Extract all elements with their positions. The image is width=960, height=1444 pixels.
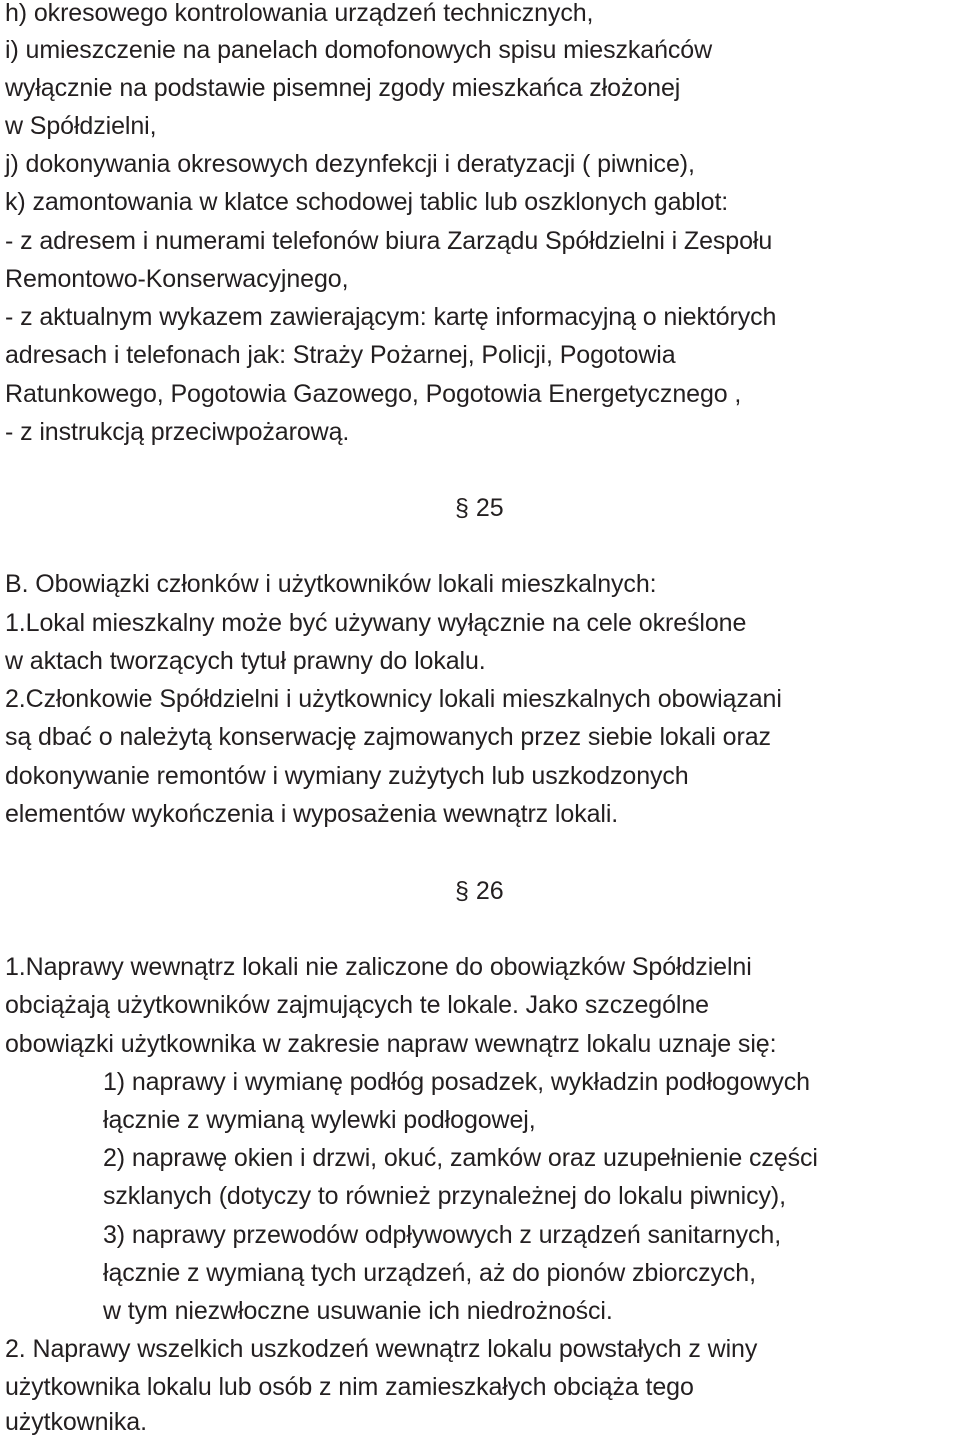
- text-line: 1.Naprawy wewnątrz lokali nie zaliczone do obowiązków Spółdzielni: [5, 953, 752, 981]
- text-line: elementów wykończenia i wyposażenia wewnątrz lokali.: [5, 800, 619, 828]
- section-heading-26: § 26: [455, 877, 504, 905]
- list-item: 1) naprawy i wymianę podłóg posadzek, wykładzin podłogowych: [103, 1068, 810, 1096]
- text-line: j) dokonywania okresowych dezynfekcji i deratyzacji ( piwnice),: [5, 150, 695, 178]
- list-item: 2) naprawę okien i drzwi, okuć, zamków oraz uzupełnienie części: [103, 1144, 818, 1172]
- text-line: w aktach tworzących tytuł prawny do lokalu.: [5, 647, 486, 675]
- text-line: i) umieszczenie na panelach domofonowych spisu mieszkańców: [5, 36, 713, 64]
- text-line: są dbać o należytą konserwację zajmowanych przez siebie lokali oraz: [5, 723, 771, 751]
- text-line: h) okresowego kontrolowania urządzeń technicznych,: [5, 0, 594, 27]
- text-line: 2. Naprawy wszelkich uszkodzeń wewnątrz lokalu powstałych z winy: [5, 1335, 758, 1363]
- text-line: Ratunkowego, Pogotowia Gazowego, Pogotowia Energetycznego ,: [5, 380, 742, 408]
- text-line: użytkownika.: [5, 1408, 147, 1436]
- text-line: dokonywanie remontów i wymiany zużytych lub uszkodzonych: [5, 762, 689, 790]
- text-line: w Spółdzielni,: [5, 112, 157, 140]
- text-line: wyłącznie na podstawie pisemnej zgody mieszkańca złożonej: [5, 74, 681, 102]
- text-line: k) zamontowania w klatce schodowej tablic lub oszklonych gablot:: [5, 188, 729, 216]
- list-item: 3) naprawy przewodów odpływowych z urządzeń sanitarnych,: [103, 1221, 782, 1249]
- text-line: Remontowo-Konserwacyjnego,: [5, 265, 349, 293]
- text-line: 2.Członkowie Spółdzielni i użytkownicy lokali mieszkalnych obowiązani: [5, 685, 782, 713]
- list-item: w tym niezwłoczne usuwanie ich niedrożności.: [103, 1297, 613, 1325]
- text-line: obciążają użytkowników zajmujących te lokale. Jako szczególne: [5, 991, 709, 1019]
- text-line: adresach i telefonach jak: Straży Pożarnej, Policji, Pogotowia: [5, 341, 676, 369]
- text-line: - z adresem i numerami telefonów biura Zarządu Spółdzielni i Zespołu: [5, 227, 773, 255]
- list-item: łącznie z wymianą wylewki podłogowej,: [103, 1106, 536, 1134]
- text-line: obowiązki użytkownika w zakresie napraw wewnątrz lokalu uznaje się:: [5, 1030, 777, 1058]
- text-line: 1.Lokal mieszkalny może być używany wyłącznie na cele określone: [5, 609, 747, 637]
- text-line: - z instrukcją przeciwpożarową.: [5, 418, 350, 446]
- list-item: łącznie z wymianą tych urządzeń, aż do pionów zbiorczych,: [103, 1259, 756, 1287]
- list-item: szklanych (dotyczy to również przynależnej do lokalu piwnicy),: [103, 1182, 786, 1210]
- text-line: użytkownika lokalu lub osób z nim zamieszkałych obciąża tego: [5, 1373, 694, 1401]
- text-line: B. Obowiązki członków i użytkowników lokali mieszkalnych:: [5, 570, 657, 598]
- text-line: - z aktualnym wykazem zawierającym: kartę informacyjną o niektórych: [5, 303, 777, 331]
- section-heading-25: § 25: [455, 494, 504, 522]
